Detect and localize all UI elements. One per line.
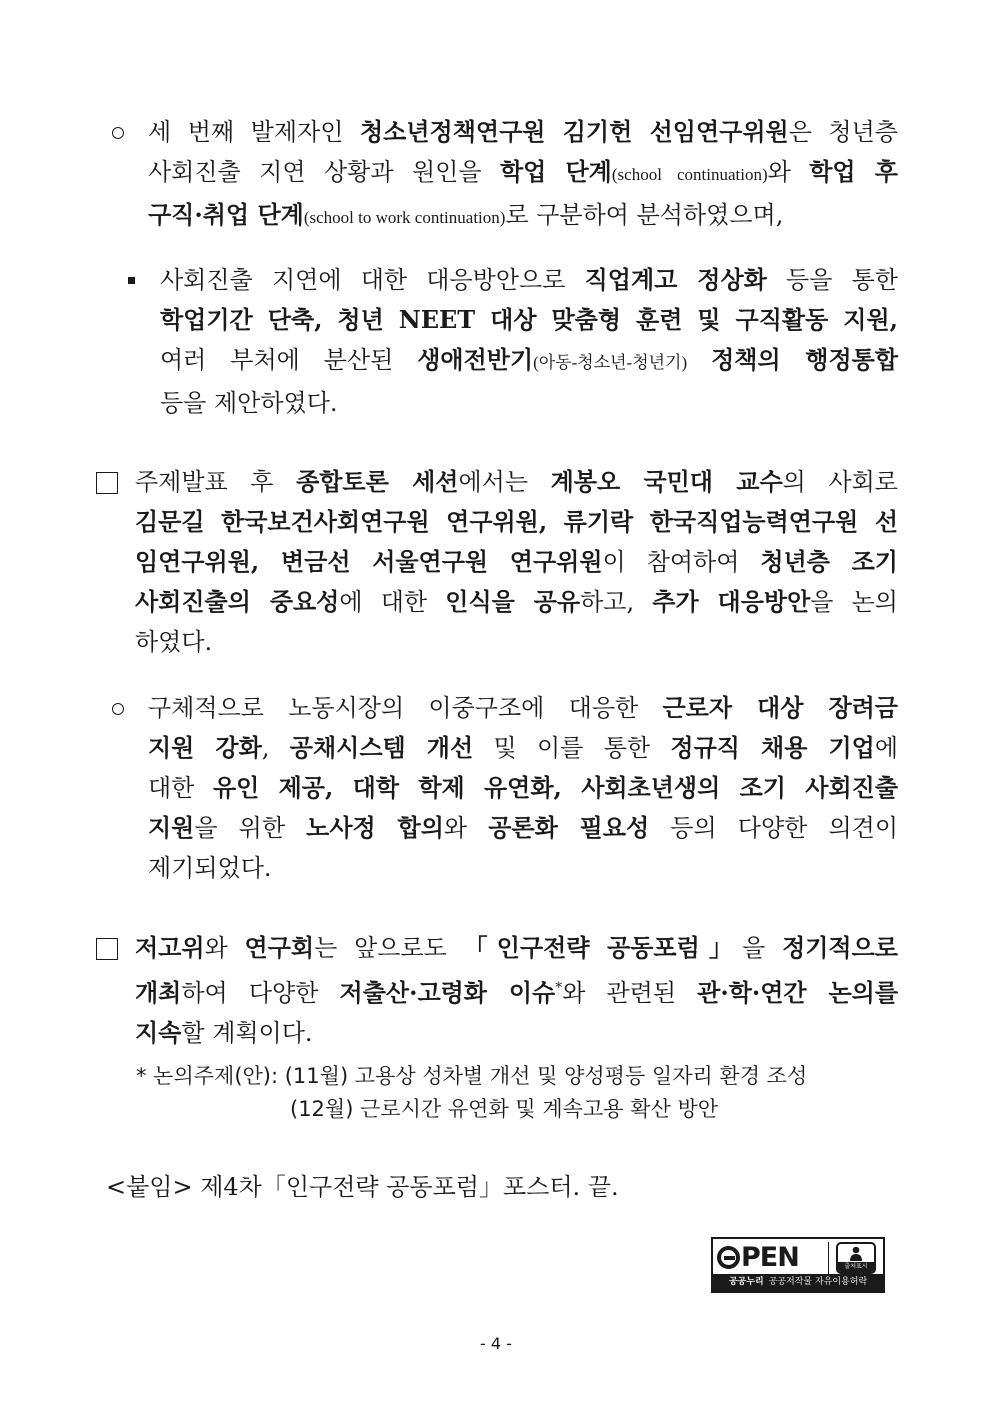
text-run: 와	[204, 934, 245, 962]
text-run: 이 참여하여	[602, 548, 761, 576]
text-run: 주제발표 후	[135, 468, 297, 496]
open-logo	[717, 1243, 821, 1273]
bold-text: 지원 강화	[148, 733, 262, 762]
bold-text: 학업 후	[809, 157, 898, 186]
text-line	[135, 502, 898, 542]
license-bar-text: 공공저작물 자유이용허락	[768, 1277, 868, 1287]
bold-text: 연구회	[244, 933, 315, 962]
text-run: 등을 통한	[766, 266, 898, 294]
license-bar	[713, 1274, 883, 1291]
text-run: 구체적으로 노동시장의 이중구조에 대응한	[148, 694, 663, 722]
open-logo-o-icon	[717, 1246, 740, 1269]
square-bullet-icon	[128, 277, 135, 284]
bold-text: 정기적으로	[782, 933, 898, 962]
bold-text: 학업기간 단축, 청년 NEET 대상 맞춤형 훈련 및 구직활동 지원,	[160, 305, 898, 334]
badge-divider	[828, 1242, 829, 1274]
text-line	[160, 260, 898, 300]
bold-text: 청년층 조기	[760, 547, 898, 576]
bold-text: 정책의 행정통합	[711, 345, 898, 374]
bold-text: 인식을 공유	[445, 587, 581, 616]
person-icon	[849, 1246, 863, 1261]
text-run: *	[555, 980, 563, 996]
text-run: 여러 부처에 분산된	[160, 346, 418, 374]
text-run: 을	[742, 934, 783, 962]
text-run: 을 논의	[810, 588, 898, 616]
attachment-line: <붙임> 제4차「인구전략 공동포럼」포스터. 끝.	[106, 1173, 619, 1201]
text-run: 하여 다양한	[181, 979, 340, 1007]
text-line	[135, 622, 898, 662]
text-run: (아동-청소년-청년기)	[533, 353, 688, 372]
text-run	[687, 346, 711, 374]
text-run: 로 구분하여 분석하였으며,	[505, 201, 784, 229]
text-line	[148, 195, 898, 238]
text-line	[135, 968, 898, 1013]
bold-text: 김문길 한국보건사회연구원 연구위원, 류기락 한국직업능력연구원 선	[135, 507, 898, 536]
bold-text: 지속	[135, 1018, 182, 1047]
text-run: 등의 다양한 의견이	[649, 814, 898, 842]
bold-text: 개최	[135, 978, 182, 1007]
bold-text: 노사정 합의	[306, 813, 444, 842]
text-line	[160, 383, 898, 423]
text-run: 의 사회로	[782, 468, 898, 496]
text-run: 세 번째 발제자인	[148, 118, 360, 146]
bold-text: 정규직 채용 기업	[670, 733, 875, 762]
text-run: 사회진출 지연에 대한 대응방안으로	[160, 266, 585, 294]
text-line	[148, 808, 898, 848]
text-line	[148, 728, 898, 768]
text-line	[148, 848, 898, 888]
bold-text: 사회진출의 중요성	[135, 587, 340, 616]
bold-text: 관·학·연간 논의를	[697, 978, 899, 1007]
paragraph-discussion	[135, 462, 898, 662]
license-bar-title: 공공누리	[728, 1277, 764, 1287]
text-run: 은 청년층	[788, 118, 898, 146]
text-run: 와 관련된	[562, 979, 698, 1007]
text-run: 하였다.	[135, 628, 213, 656]
paragraph-proposals	[160, 260, 898, 423]
text-line	[160, 340, 898, 383]
paragraph-opinions	[148, 688, 898, 888]
footnote-line-1: * 논의주제(안): (11월) 고용상 성차별 개선 및 양성평등 일자리 환경 조성	[136, 1064, 808, 1088]
text-run: 및 이를 통한	[473, 734, 671, 762]
attribution-icon	[836, 1242, 876, 1274]
bold-text: 저고위	[135, 933, 205, 962]
text-run: ,	[261, 734, 290, 762]
text-run: 하고,	[580, 588, 653, 616]
text-run: 에서는	[458, 468, 551, 496]
text-line	[160, 300, 898, 340]
text-line	[148, 152, 898, 195]
text-run: 에 대한	[339, 588, 446, 616]
text-line	[148, 768, 898, 808]
text-line	[135, 462, 898, 502]
bold-text: 근로자 대상 장려금	[662, 693, 898, 722]
text-run: 에	[874, 734, 899, 762]
text-line	[135, 928, 898, 968]
bold-text: 지원	[148, 813, 195, 842]
attribution-label: 출처표시	[838, 1262, 874, 1272]
bold-text: 종합토론 세션	[296, 467, 459, 496]
page-number: - 4 -	[480, 1334, 512, 1353]
bold-text: 구직·취업 단계	[148, 200, 304, 229]
text-run: 을 위한	[194, 814, 307, 842]
footnote-line-2: (12월) 근로시간 유연화 및 계속고용 확산 방안	[290, 1097, 719, 1121]
text-run: 제기되었다.	[148, 854, 272, 882]
text-run: 할 계획이다.	[181, 1019, 313, 1047]
bold-text: 저출산·고령화 이슈	[339, 978, 556, 1007]
paragraph-presenter-3	[148, 112, 898, 238]
text-run: (school to work continuation)	[303, 208, 506, 227]
bold-text: 생애전반기	[417, 345, 534, 374]
bold-text: 공채시스템 개선	[289, 733, 474, 762]
text-line	[135, 542, 898, 582]
bold-text: 「인구전략 공동포럼」	[463, 933, 743, 962]
bold-text: 유인 제공, 대학 학제 유연화, 사회초년생의 조기 사회진출	[212, 773, 898, 802]
checkbox-square-icon	[96, 938, 118, 960]
text-line	[148, 112, 898, 152]
bold-text: 직업계고 정상화	[584, 265, 767, 294]
text-line	[148, 688, 898, 728]
bold-text: 계봉오 국민대 교수	[550, 467, 783, 496]
text-run: 대한	[148, 774, 213, 802]
text-run: 는 앞으로도	[314, 934, 464, 962]
bold-text: 임연구위원, 변금선 서울연구원 연구위원	[135, 547, 603, 576]
open-logo-text: PEN	[741, 1242, 799, 1273]
text-run: (school continuation)	[611, 165, 768, 184]
text-run: 등을 제안하였다.	[160, 389, 338, 417]
text-run: 와	[443, 814, 489, 842]
paragraph-future-plan	[135, 928, 898, 1053]
checkbox-square-icon	[96, 472, 118, 494]
text-line	[135, 1013, 898, 1053]
bold-text: 학업 단계	[499, 157, 612, 186]
bold-text: 추가 대응방안	[652, 587, 811, 616]
bold-text: 청소년정책연구원 김기헌 선임연구위원	[359, 117, 789, 146]
text-run: 사회진출 지연 상황과 원인을	[148, 158, 500, 186]
text-line	[135, 582, 898, 622]
bold-text: 공론화 필요성	[488, 813, 650, 842]
circle-bullet-icon	[112, 703, 124, 715]
text-run: 와	[767, 158, 810, 186]
circle-bullet-icon	[112, 127, 124, 139]
open-license-badge	[711, 1237, 885, 1293]
